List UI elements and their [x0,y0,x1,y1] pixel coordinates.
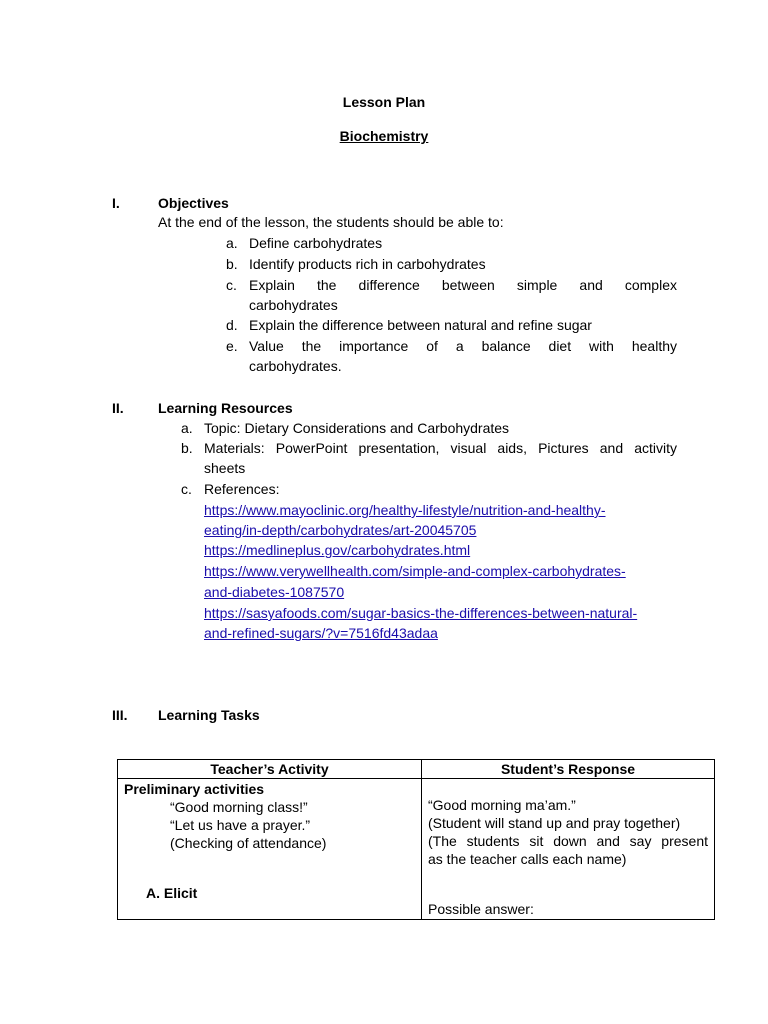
reference-link[interactable]: and-refined-sugars/?v=7516fd43adaa [204,625,438,641]
objective-item: Explain the difference between natural and refine sugar [249,317,592,333]
section-numeral-objectives: I. [112,195,120,211]
list-marker: c. [226,277,237,293]
reference-link[interactable]: https://www.mayoclinic.org/healthy-lifestyle/nutrition-and-healthy- [204,502,606,518]
teacher-line: “Good morning class!” [170,799,308,815]
objective-item: Explain the difference between simple and complex [249,277,677,293]
list-marker: e. [226,338,238,354]
resource-item: References: [204,481,280,497]
list-marker: b. [226,256,238,272]
section-numeral-tasks: III. [112,707,128,723]
objective-item: Identify products rich in carbohydrates [249,256,486,272]
preliminary-heading: Preliminary activities [124,781,265,797]
reference-link[interactable]: https://www.verywellhealth.com/simple-and-complex-carbohydrates- [204,563,626,579]
student-line: as the teacher calls each name) [428,851,627,867]
student-response-cell [422,779,715,920]
objective-item: Define carbohydrates [249,235,383,251]
section-numeral-resources: II. [112,400,124,416]
objective-item: Value the importance of a balance diet with healthy [249,338,677,354]
teacher-line: “Let us have a prayer.” [170,817,311,833]
reference-link[interactable]: and-diabetes-1087570 [204,584,345,600]
list-marker: c. [181,481,192,497]
student-line: (Student will stand up and pray together) [428,815,681,831]
column-header-student: Student’s Response [422,760,715,779]
subject-title [0,128,768,144]
list-marker: a. [226,235,238,251]
student-line: “Good morning ma’am.” [428,797,576,813]
section-heading-objectives: Objectives [158,195,229,211]
possible-answer-label: Possible answer: [428,901,534,917]
objective-item-continued: carbohydrates. [249,358,342,374]
teacher-activity-cell [118,779,422,920]
elicit-heading: A. Elicit [146,885,198,901]
resource-item: Topic: Dietary Considerations and Carbohydrates [204,420,510,436]
list-marker: a. [181,420,193,436]
table-header-row [118,760,715,779]
objective-item-continued: carbohydrates [249,297,338,313]
subject-text: Biochemistry [339,128,429,144]
section-heading-resources: Learning Resources [158,400,293,416]
resource-item-continued: sheets [204,460,246,476]
learning-tasks-table [117,759,715,920]
objectives-intro: At the end of the lesson, the students should be able to: [158,214,504,230]
reference-link[interactable]: https://medlineplus.gov/carbohydrates.html [204,542,471,558]
list-marker: b. [181,440,193,456]
column-header-teacher: Teacher’s Activity [118,760,422,779]
table-row [118,779,715,920]
section-heading-tasks: Learning Tasks [158,707,260,723]
reference-link[interactable]: eating/in-depth/carbohydrates/art-20045705 [204,522,477,538]
student-line: (The students sit down and say present [428,833,708,849]
list-marker: d. [226,317,238,333]
reference-link[interactable]: https://sasyafoods.com/sugar-basics-the-differences-between-natural- [204,605,638,621]
page-title: Lesson Plan [342,94,426,110]
teacher-line: (Checking of attendance) [170,835,327,851]
resource-item: Materials: PowerPoint presentation, visual aids, Pictures and activity [204,440,677,456]
